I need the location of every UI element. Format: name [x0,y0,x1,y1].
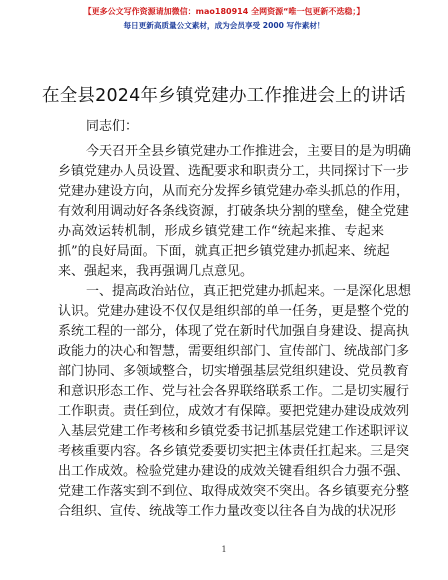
body-line: 办高效运转机制，形成乡镇党建工作“统起来推、专起来 [58,224,384,239]
body-line: 认识。党建办建设不仅仅是组织部的单一任务，更是整个党的 [58,304,410,319]
body-line: 有效利用调动好各条线资源，打破条块分割的壁垒，健全党建 [58,204,410,219]
document-body [58,142,412,522]
body-line: 和意识形态工作、党与社会各界联络联系工作。二是切实履行 [58,384,410,399]
document-title: 在全县2024年乡镇党建办工作推进会上的讲话 [42,86,406,106]
body-line: 合组织、宣传、统战等工作力量改变以往各自为战的状况形 [58,504,397,519]
body-line: 今天召开全县乡镇党建办工作推进会，主要目的是为明确 [86,144,412,159]
body-line: 来、强起来，我再强调几点意见。 [58,264,254,279]
page-number: 1 [221,545,227,554]
body-line: 党建工作落实到不到位、取得成效突不突出。各乡镇要充分整 [58,484,410,499]
header-banner-wechat: 【更多公文写作资源请加微信：mao180914 全网资源“唯一包更新不迭稳；】 [83,7,365,16]
body-line: 抓”的良好局面。下面，就真正把乡镇党建办抓起来、统起 [58,244,390,259]
body-line: 工作职责。责任到位，成效才有保障。要把党建办建设成效列 [58,404,410,419]
body-line: 部门协同、多领域整合，切实增强基层党组织建设、党员教育 [58,364,410,379]
salutation: 同志们： [86,119,139,134]
body-line: 政能力的决心和智慧，需要组织部门、宣传部门、统战部门多 [58,344,410,359]
body-line: 党建办建设方向，从而充分发挥乡镇党建办牵头抓总的作用， [58,184,410,199]
header-banner-membership: 每日更新高质量公文素材，成为会员享受 2000 写作素材！ [123,21,325,30]
body-line: 出工作成效。检验党建办建设的成效关键看组织合力强不强、 [58,464,410,479]
body-line: 一、提高政治站位，真正把党建办抓起来。一是深化思想 [86,284,412,299]
body-line: 考核重要内容。各乡镇党委要切实把主体责任扛起来。三是突 [58,444,410,459]
body-line: 入基层党建工作考核和乡镇党委书记抓基层党建工作述职评议 [58,424,410,439]
body-line: 乡镇党建办人员设置、选配要求和职责分工，共同探讨下一步 [58,164,410,179]
body-line: 系统工程的一部分，体现了党在新时代加强自身建设、提高执 [58,324,410,339]
